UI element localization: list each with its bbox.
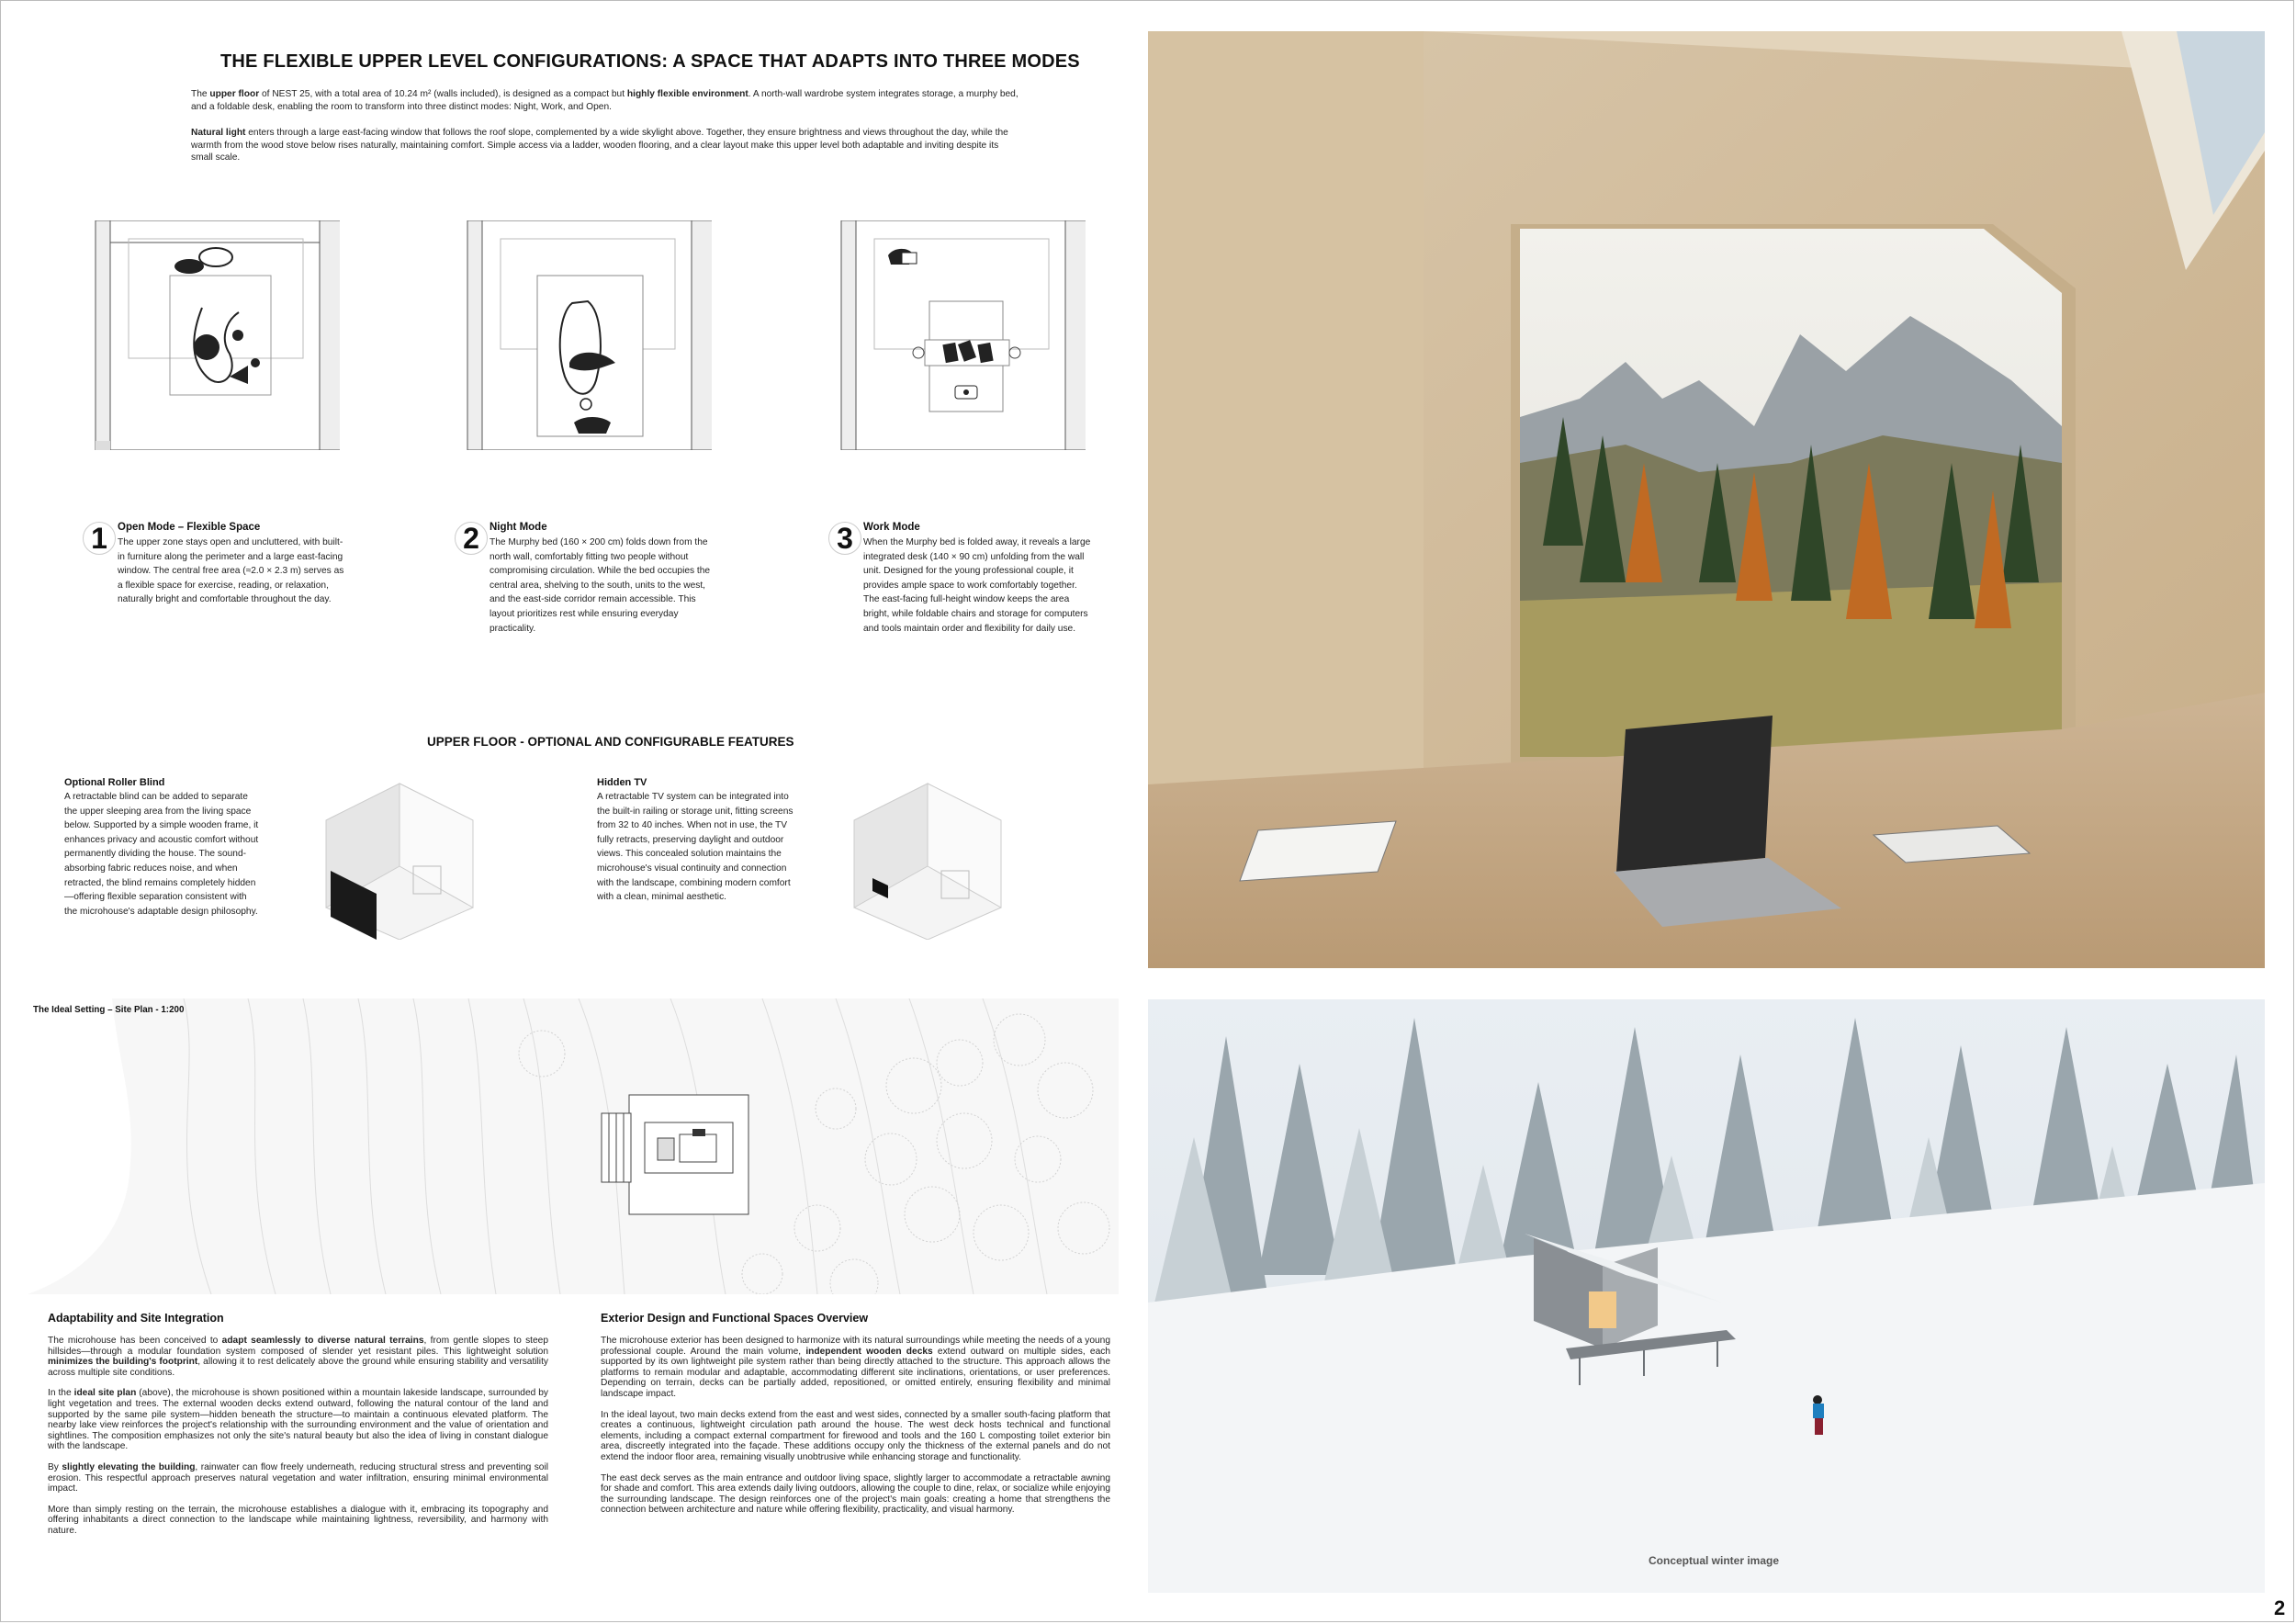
feature-body: A retractable TV system can be integrated into the built-in railing or storage unit, fitting screens from 32 to 40 inches. When not in use, the TV fully retracts, preserving daylight and outdoor views. This concealed solution maintains the microhouse's visual continuity and connection with the landscape, combining modern comfort with a clean, minimal aesthetic. xyxy=(597,792,793,903)
exterior-paragraph: The microhouse exterior has been designed to harmonize with its natural surroundings while meeting the needs of a young professional couple. Around the main volume, independent wooden decks extend outward on multiple sides, each supported by its own lightweight pile system rather than being directly attached to the structure. This approach allows the platforms to remain modular and adaptable, accommodating different site inclinations, orientations, or user preferences. Depending on terrain, decks can be partially added, repositioned, or omitted entirely, ensuring flexibility and minimal landscape impact. xyxy=(601,1336,1111,1399)
adaptability-paragraph: In the ideal site plan (above), the microhouse is shown positioned within a mountain lakeside landscape, surrounded by light vegetation and trees. The external wooden decks extend outward, following the natural contour of the land and supported by the same pile system—hidden beneath the structure—to maintain a continuous elevated platform. The nearby lake view reinforces the project's relationship with the surrounding environment and the value of orientation and sightlines. The composition emphasizes not only the site's natural beauty but also the idea of living in constant dialogue with the landscape. xyxy=(48,1388,549,1452)
floor-plan-open-mode xyxy=(92,220,340,450)
roller-blind-axonometric xyxy=(321,779,478,940)
mode-title: Open Mode – Flexible Space xyxy=(118,522,261,533)
exterior-paragraph: The east deck serves as the main entrance and outdoor living space, slightly larger to accommodate a retractable awning for shade and comfort. This area extends daily living outdoors, allowing the couple to dine, relax, or socialize while enjoying the surrounding landscape. The design reinforces one of the project's main goals: creating a home that strengthens the connection between architecture and nature while offering flexibility, practicality, and visual harmony. xyxy=(601,1472,1110,1516)
site-plan-label: The Ideal Setting – Site Plan - 1:200 xyxy=(33,1005,185,1015)
adaptability-paragraph: More than simply resting on the terrain, the microhouse establishes a dialogue with it, embracing its topography and offering inhabitants a direct connection to the landscape while maintaining lightness, reversibility, and harmony with nature. xyxy=(48,1504,548,1536)
feature-title: Optional Roller Blind xyxy=(64,777,165,788)
adaptability-text xyxy=(48,1336,548,1547)
intro-paragraph-2: Natural light enters through a large east-facing window that follows the roof slope, complemented by a wide skylight above. Together, they ensure brightness and views throughout the day, while the warmth from the wood stove below rises naturally, maintaining comfort. Simple access via a ladder, wooden flooring, and a clear layout make this upper level both adaptable and inviting despite its small scale. xyxy=(191,128,1008,163)
floor-plan-night-mode xyxy=(464,220,712,450)
mode-body: The Murphy bed (160 × 200 cm) folds down from the north wall, comfortably fitting two people without compromising circulation. While the bed occupies the central area, shelving to the south, units to the west, and the east-side corridor remain accessible. This layout prioritizes rest while ensuring everyday practicality. xyxy=(490,537,711,634)
exterior-paragraph: In the ideal layout, two main decks extend from the east and west sides, connected by a smaller south-facing platform that creates a continuous, lightweight circulation path around the house. The west deck hosts technical and functional elements, including a compact external compartment for firewood and tools and the 160 L composting toilet exterior bin area, discreetly integrated into the façade. These additions occupy only the thickness of the external panels and do not extend the indoor floor area, remaining visually unobtrusive while enhancing storage and functionality. xyxy=(601,1409,1110,1462)
feature-title: Hidden TV xyxy=(597,777,647,788)
feature-body: A retractable blind can be added to separate the upper sleeping area from the living space below. Supported by a simple wooden frame, it enhances privacy and acoustic comfort without permanently dividing the house. The sound-absorbing fabric reduces noise, and when retracted, the blind remains completely hidden—offering flexible separation consistent with the microhouse's adaptable design philosophy. xyxy=(64,792,259,917)
page-number: 2 xyxy=(2274,1596,2286,1619)
exterior-text xyxy=(601,1336,1110,1526)
mode-body: When the Murphy bed is folded away, it reveals a large integrated desk (140 × 90 cm) unfolding from the wall unit. Designed for the young professional couple, it provides ample space to work comfortably together. The east-facing full-height window keeps the area bright, while foldable chairs and storage for computers and tools maintain order and flexibility for daily use. xyxy=(863,537,1091,634)
winter-photo xyxy=(1148,999,2265,1593)
mode-number: 3 xyxy=(828,522,861,555)
site-plan xyxy=(28,998,1119,1294)
mode-title: Work Mode xyxy=(863,522,920,533)
adaptability-paragraph: The microhouse has been conceived to adapt seamlessly to diverse natural terrains, from gentle slopes to steep hillsides—through a modular foundation system composed of slender yet resistant piles. This lightweight solution minimizes the building's footprint, allowing it to rest delicately above the ground while ensuring stability and versatility across multiple site conditions. xyxy=(48,1336,549,1378)
floor-plan-work-mode xyxy=(838,220,1086,450)
mode-number: 2 xyxy=(455,522,488,555)
feature-roller-blind xyxy=(64,777,262,919)
mode-title: Night Mode xyxy=(490,522,547,533)
intro-paragraph-1: The upper floor of NEST 25, with a total area of 10.24 m² (walls included), is designed as a compact but highly flexible environment. A north-wall wardrobe system integrates storage, a murphy bed, and a foldable desk, enabling the room to transform into three distinct modes: Night, Work, and Open. xyxy=(191,89,1019,112)
winter-photo-caption: Conceptual winter image xyxy=(1649,1554,1780,1567)
hidden-tv-axonometric xyxy=(850,779,1006,940)
features-title: UPPER FLOOR - OPTIONAL AND CONFIGURABLE FEATURES xyxy=(427,735,794,749)
mode-body: The upper zone stays open and uncluttered, with built-in furniture along the perimeter and a large east-facing window. The central free area (≈2.0 × 2.3 m) serves as a flexible space for exercise, reading, or relaxation, naturally bright and comfortable throughout the day. xyxy=(118,537,344,605)
interior-photo xyxy=(1148,31,2265,968)
adaptability-title: Adaptability and Site Integration xyxy=(48,1312,224,1325)
mode-work xyxy=(837,522,1093,636)
feature-hidden-tv xyxy=(597,777,794,905)
mode-night xyxy=(463,522,719,636)
mode-open xyxy=(91,522,347,607)
adaptability-paragraph: By slightly elevating the building, rainwater can flow freely underneath, reducing structural stress and preventing soil erosion. This respectful approach preserves natural vegetation and water infiltration, ensuring minimal environmental impact. xyxy=(48,1461,548,1494)
page-title: THE FLEXIBLE UPPER LEVEL CONFIGURATIONS: A SPACE THAT ADAPTS INTO THREE MODES xyxy=(220,51,1080,72)
exterior-title: Exterior Design and Functional Spaces Overview xyxy=(601,1312,869,1325)
mode-number: 1 xyxy=(83,522,116,555)
